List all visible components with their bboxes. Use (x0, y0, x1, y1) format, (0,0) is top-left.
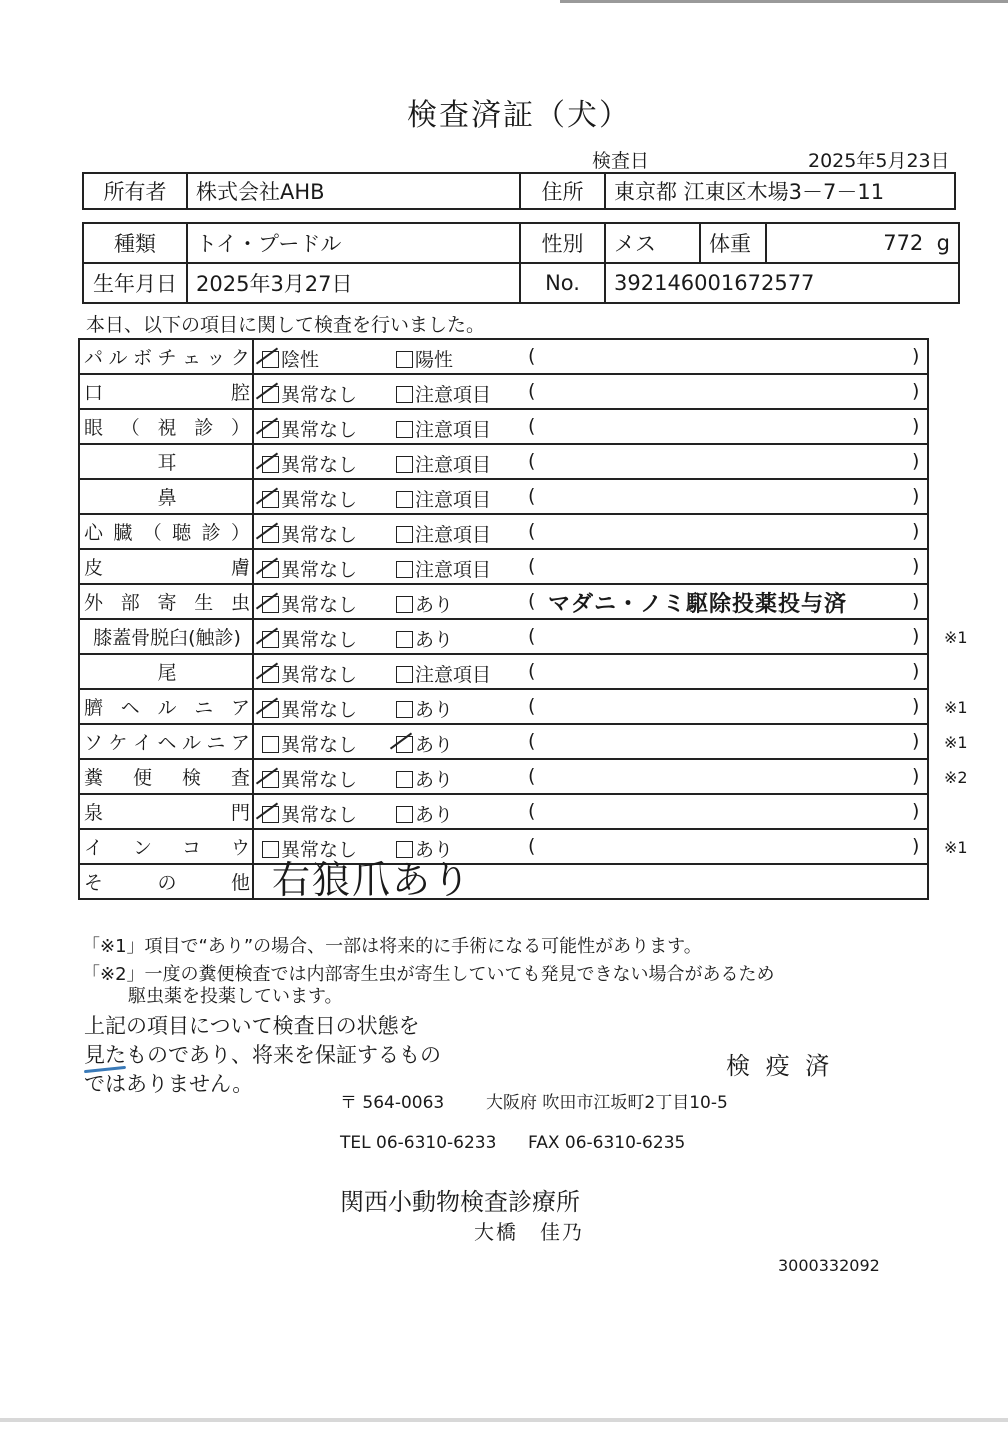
item-result-inner (254, 690, 968, 723)
item-name-char: 寄 (157, 592, 177, 614)
owner-label: 所有者 (83, 173, 187, 209)
option-label: 異常なし (281, 629, 358, 651)
item-name-char: 鼻 (157, 487, 177, 509)
birth-value: 2025年3月27日 (187, 263, 520, 303)
weight-label: 体重 (700, 223, 766, 263)
item-result (253, 444, 928, 479)
item-name-text (84, 588, 250, 615)
item-result (253, 409, 928, 444)
option-label: 異常なし (281, 839, 358, 861)
table-row (79, 374, 928, 409)
item-result (253, 374, 928, 409)
item-name-char: 検 (181, 767, 201, 789)
item-name-char: そ (84, 872, 104, 894)
intro-text: 本日、以下の項目に関して検査を行いました。 (86, 314, 486, 336)
close-paren: ) (912, 660, 920, 682)
option-label: 異常なし (281, 559, 358, 581)
item-name-char: 聴 (172, 522, 192, 544)
weight-value: 772 (883, 231, 924, 255)
item-result-inner (254, 515, 927, 548)
scan-edge-top (560, 0, 1008, 3)
item-name-text (84, 553, 250, 580)
checkbox-icon[interactable] (262, 806, 279, 823)
option-normal[interactable] (262, 660, 357, 687)
item-name-text (84, 483, 250, 510)
option-abnormal[interactable] (396, 765, 453, 792)
option-abnormal[interactable] (396, 590, 453, 617)
item-name-text (84, 448, 250, 475)
checkbox-icon[interactable] (262, 421, 279, 438)
clinic-name: 関西小動物検査診療所 (340, 1188, 580, 1216)
option-label: 注意項目 (415, 664, 492, 686)
checkbox-icon[interactable] (262, 386, 279, 403)
option-label: 注意項目 (415, 384, 492, 406)
checkbox-icon[interactable] (396, 631, 413, 648)
item-name-char: ） (230, 417, 250, 439)
item-note: ※2 (944, 768, 968, 787)
option-label: 注意項目 (415, 559, 492, 581)
item-note: ※1 (944, 698, 968, 717)
item-name-text (84, 763, 250, 790)
close-paren: ) (912, 520, 920, 542)
close-paren: ) (912, 415, 920, 437)
option-normal[interactable] (262, 450, 357, 477)
item-note: ※1 (944, 838, 968, 857)
option-label: あり (415, 594, 454, 616)
disclaimer-line: 上記の項目について検査日の状態を (84, 1014, 420, 1038)
owner-value: 株式会社AHB (187, 173, 520, 209)
item-name-char: 虫 (230, 592, 250, 614)
table-row (79, 759, 928, 794)
checkbox-icon[interactable] (396, 596, 413, 613)
breed-label: 種類 (83, 223, 187, 263)
option-label: 異常なし (281, 804, 358, 826)
item-name-text (84, 693, 250, 720)
option-abnormal[interactable] (396, 415, 491, 442)
item-name-char: ケ (108, 732, 128, 754)
option-normal[interactable] (262, 695, 357, 722)
table-row (79, 339, 928, 374)
checkbox-icon[interactable] (396, 526, 413, 543)
checkbox-icon[interactable] (396, 491, 413, 508)
item-name-char: 診 (194, 417, 214, 439)
item-result (253, 689, 968, 724)
checkbox-icon[interactable] (396, 386, 413, 403)
open-paren: ( (528, 590, 536, 612)
option-abnormal[interactable] (396, 520, 491, 547)
item-name-char: ボ (132, 347, 152, 369)
option-abnormal[interactable] (396, 485, 491, 512)
disclaimer-line: 見たものであり、将来を保証するもの (84, 1043, 441, 1067)
option-label: あり (415, 699, 454, 721)
close-paren: ) (912, 695, 920, 717)
option-label: 異常なし (281, 699, 358, 721)
close-paren: ) (912, 765, 920, 787)
option-normal[interactable] (262, 555, 357, 582)
item-name-char: 眼 (84, 417, 104, 439)
breed-value: トイ・プードル (187, 223, 520, 263)
option-abnormal[interactable] (396, 555, 491, 582)
table-row (79, 654, 928, 689)
option-abnormal[interactable] (396, 695, 453, 722)
address-value: 東京都 江東区木場3－7－11 (605, 173, 955, 209)
option-normal[interactable] (262, 590, 357, 617)
item-name-char: 皮 (84, 557, 104, 579)
veterinarian-name: 大橋 佳乃 (474, 1220, 584, 1244)
option-label: 異常なし (281, 664, 358, 686)
item-name-char: ル (181, 732, 201, 754)
footnote-1: 「※1」項目で“あり”の場合、一部は将来的に手術になる可能性があります。 (82, 936, 702, 957)
item-result (253, 584, 928, 619)
item-result-inner (254, 585, 927, 618)
table-row-other (79, 864, 928, 899)
item-name-char: 膚 (230, 557, 250, 579)
item-result-inner (254, 760, 968, 793)
open-paren: ( (528, 835, 536, 857)
item-result (253, 759, 968, 794)
option-normal[interactable] (262, 345, 319, 372)
postal-code: 〒 564-0063 (340, 1093, 445, 1113)
item-name-char: 糞 (84, 767, 104, 789)
option-label: あり (415, 839, 454, 861)
item-result (253, 339, 928, 374)
close-paren: ) (912, 380, 920, 402)
option-label: 陽性 (415, 349, 454, 371)
examination-table (78, 338, 968, 902)
document-title: 検査済証（犬） (407, 98, 631, 133)
item-name-char: ニ (206, 732, 226, 754)
option-label: 異常なし (281, 454, 358, 476)
item-name (79, 514, 253, 549)
item-name-char: ル (108, 347, 128, 369)
option-label: 陰性 (281, 349, 320, 371)
option-label: 異常なし (281, 524, 358, 546)
option-label: 異常なし (281, 384, 358, 406)
checkbox-icon[interactable] (262, 526, 279, 543)
item-name-char: 臓 (113, 522, 133, 544)
item-name-char: パ (84, 347, 104, 369)
checkbox-icon[interactable] (262, 771, 279, 788)
item-result-inner (254, 620, 968, 653)
item-name-char: 心 (84, 522, 104, 544)
item-name-char: 他 (230, 872, 250, 894)
open-paren: ( (528, 345, 536, 367)
item-name-text (84, 378, 250, 405)
close-paren: ) (912, 590, 920, 612)
table-row (79, 619, 928, 654)
item-name (79, 724, 253, 759)
item-name-text (84, 798, 250, 825)
item-result-inner (254, 480, 927, 513)
item-name-char: ア (230, 697, 250, 719)
option-abnormal[interactable] (396, 625, 453, 652)
option-normal[interactable] (262, 520, 357, 547)
option-abnormal[interactable] (396, 660, 491, 687)
option-normal[interactable] (262, 415, 357, 442)
item-name-char: 部 (120, 592, 140, 614)
option-abnormal[interactable] (396, 380, 491, 407)
option-label: 異常なし (281, 734, 358, 756)
checkbox-icon[interactable] (262, 456, 279, 473)
option-abnormal[interactable] (396, 800, 453, 827)
other-remarks-inner (254, 858, 927, 902)
item-result-inner (254, 445, 927, 478)
item-name (79, 689, 253, 724)
checkbox-icon[interactable] (396, 561, 413, 578)
checkbox-icon[interactable] (262, 701, 279, 718)
inspection-date: 2025年5月23日 (808, 150, 950, 172)
item-name-text (84, 343, 250, 370)
item-name-text (84, 833, 250, 860)
table-row (79, 689, 928, 724)
item-name-char: ン (132, 837, 152, 859)
item-name-text (84, 413, 250, 440)
footnote-2: 「※2」一度の糞便検査では内部寄生虫が寄生していても発見できない場合があるため (82, 964, 775, 985)
sex-label: 性別 (520, 223, 605, 263)
table-row (79, 724, 928, 759)
number-value: 392146001672577 (605, 263, 959, 303)
option-label: あり (415, 804, 454, 826)
checkbox-icon[interactable] (262, 596, 279, 613)
item-result (253, 479, 928, 514)
scan-edge-bottom (0, 1418, 1008, 1422)
table-row (79, 829, 928, 864)
option-label: あり (415, 629, 454, 651)
option-label: あり (415, 769, 454, 791)
checkbox-icon[interactable] (262, 491, 279, 508)
item-name (79, 374, 253, 409)
item-name-char: イ (132, 732, 152, 754)
checkbox-icon[interactable] (396, 666, 413, 683)
item-name (79, 759, 253, 794)
option-label: 異常なし (281, 769, 358, 791)
option-normal[interactable] (262, 485, 357, 512)
option-normal[interactable] (262, 380, 357, 407)
number-label: No. (520, 263, 605, 303)
animal-info-table (82, 222, 960, 304)
item-name-char: ウ (230, 837, 250, 859)
item-name (79, 654, 253, 689)
option-label: 注意項目 (415, 454, 492, 476)
clinic-fax: FAX 06-6310-6235 (528, 1133, 686, 1153)
item-name-char: コ (181, 837, 201, 859)
item-name-text (84, 623, 250, 650)
item-name-char: 膝蓋骨脱臼(触診) (93, 627, 241, 649)
item-name-char: 腔 (230, 382, 250, 404)
item-name (79, 549, 253, 584)
open-paren: ( (528, 450, 536, 472)
item-comment: マダニ・ノミ駆除投薬投与済 (548, 592, 848, 617)
open-paren: ( (528, 520, 536, 542)
checkbox-icon[interactable] (262, 351, 279, 368)
checkbox-icon[interactable] (262, 666, 279, 683)
item-name (79, 619, 253, 654)
item-name (79, 339, 253, 374)
item-name-char: ル (157, 697, 177, 719)
option-abnormal[interactable] (396, 730, 453, 757)
option-label: 異常なし (281, 594, 358, 616)
quarantine-stamp: 検 疫 済 (726, 1052, 834, 1080)
owner-address-table (82, 172, 956, 210)
option-normal[interactable] (262, 800, 357, 827)
item-name-char: 便 (132, 767, 152, 789)
option-normal[interactable] (262, 730, 357, 757)
item-name-char: ニ (194, 697, 214, 719)
table-row (79, 409, 928, 444)
close-paren: ) (912, 835, 920, 857)
item-name-char: 尾 (157, 662, 177, 684)
open-paren: ( (528, 800, 536, 822)
item-name-char: の (157, 872, 177, 894)
item-name-char: ヘ (120, 697, 140, 719)
weight-unit: g (936, 231, 950, 255)
disclaimer-line: ではありません。 (84, 1072, 254, 1096)
item-name-char: 外 (84, 592, 104, 614)
item-name-char: 泉 (84, 802, 104, 824)
item-result-inner (254, 410, 927, 443)
close-paren: ) (912, 555, 920, 577)
option-normal[interactable] (262, 765, 357, 792)
weight-cell (766, 223, 959, 263)
option-abnormal[interactable] (396, 450, 491, 477)
item-name-char: 診 (201, 522, 221, 544)
footnote-2-cont: 駆虫薬を投薬しています。 (128, 986, 343, 1007)
checkbox-icon[interactable] (396, 806, 413, 823)
birth-label: 生年月日 (83, 263, 187, 303)
item-name-char: ヘ (157, 732, 177, 754)
close-paren: ) (912, 625, 920, 647)
checkbox-icon[interactable] (262, 736, 279, 753)
open-paren: ( (528, 625, 536, 647)
item-name-char: ア (230, 732, 250, 754)
item-name-char: ソ (84, 732, 104, 754)
item-name-char: チ (157, 347, 177, 369)
item-result-inner (254, 795, 927, 828)
table-row (79, 479, 928, 514)
clinic-address: 大阪府 吹田市江坂町2丁目10-5 (486, 1093, 728, 1113)
item-name (79, 584, 253, 619)
option-normal[interactable] (262, 625, 357, 652)
item-result (253, 619, 968, 654)
item-result (253, 794, 928, 829)
item-name-char: 耳 (157, 452, 177, 474)
item-name-char: （ (120, 417, 140, 439)
item-result-inner (254, 655, 927, 688)
table-row (79, 514, 928, 549)
option-label: 異常なし (281, 489, 358, 511)
table-row (79, 549, 928, 584)
open-paren: ( (528, 380, 536, 402)
document-code: 3000332092 (778, 1256, 880, 1275)
item-name (79, 794, 253, 829)
item-result (253, 549, 928, 584)
close-paren: ) (912, 345, 920, 367)
option-abnormal[interactable] (396, 345, 453, 372)
item-name-char: ） (230, 522, 250, 544)
checkbox-icon[interactable] (396, 736, 413, 753)
open-paren: ( (528, 415, 536, 437)
option-label: 注意項目 (415, 419, 492, 441)
option-label: 注意項目 (415, 489, 492, 511)
checkbox-icon[interactable] (396, 351, 413, 368)
item-name-text (84, 518, 250, 545)
item-name-char: 査 (230, 767, 250, 789)
item-name-char: 口 (84, 382, 104, 404)
address-label: 住所 (520, 173, 605, 209)
checkbox-icon[interactable] (396, 771, 413, 788)
open-paren: ( (528, 555, 536, 577)
item-result (253, 514, 928, 549)
item-name-char: ク (230, 347, 250, 369)
item-note: ※1 (944, 628, 968, 647)
open-paren: ( (528, 765, 536, 787)
table-row (79, 444, 928, 479)
item-result (253, 724, 968, 759)
item-name-char: ッ (206, 347, 226, 369)
option-label: 異常なし (281, 419, 358, 441)
item-name-char: 生 (194, 592, 214, 614)
open-paren: ( (528, 730, 536, 752)
item-name-text (84, 728, 250, 755)
item-name-char: （ (142, 522, 162, 544)
table-row (79, 794, 928, 829)
close-paren: ) (912, 450, 920, 472)
open-paren: ( (528, 695, 536, 717)
disclaimer (84, 1012, 441, 1099)
checkbox-icon[interactable] (262, 631, 279, 648)
item-name-char: ェ (181, 347, 201, 369)
option-label: 注意項目 (415, 524, 492, 546)
item-result-inner (254, 550, 927, 583)
item-note: ※1 (944, 733, 968, 752)
item-name (79, 829, 253, 864)
checkbox-icon[interactable] (262, 561, 279, 578)
item-name-char: 門 (230, 802, 250, 824)
item-name (79, 409, 253, 444)
checkbox-icon[interactable] (396, 701, 413, 718)
close-paren: ) (912, 800, 920, 822)
item-result-inner (254, 340, 927, 373)
item-name-char: イ (84, 837, 104, 859)
item-result (253, 654, 928, 689)
open-paren: ( (528, 485, 536, 507)
sex-value: メス (605, 223, 700, 263)
item-name (79, 479, 253, 514)
table-row (79, 584, 928, 619)
item-name-char: 視 (157, 417, 177, 439)
item-name (79, 864, 253, 899)
clinic-tel: TEL 06-6310-6233 (340, 1133, 497, 1153)
item-name-text (84, 658, 250, 685)
item-name-text (84, 868, 250, 895)
checkbox-icon[interactable] (396, 421, 413, 438)
close-paren: ) (912, 485, 920, 507)
close-paren: ) (912, 730, 920, 752)
item-result-inner (254, 375, 927, 408)
item-name (79, 444, 253, 479)
item-name-char: 臍 (84, 697, 104, 719)
option-label: あり (415, 734, 454, 756)
open-paren: ( (528, 660, 536, 682)
inspection-date-label: 検査日 (592, 150, 650, 172)
checkbox-icon[interactable] (396, 456, 413, 473)
handwritten-remark: 右狼爪あり (272, 858, 473, 902)
other-remarks (253, 858, 928, 902)
item-result-inner (254, 725, 968, 758)
